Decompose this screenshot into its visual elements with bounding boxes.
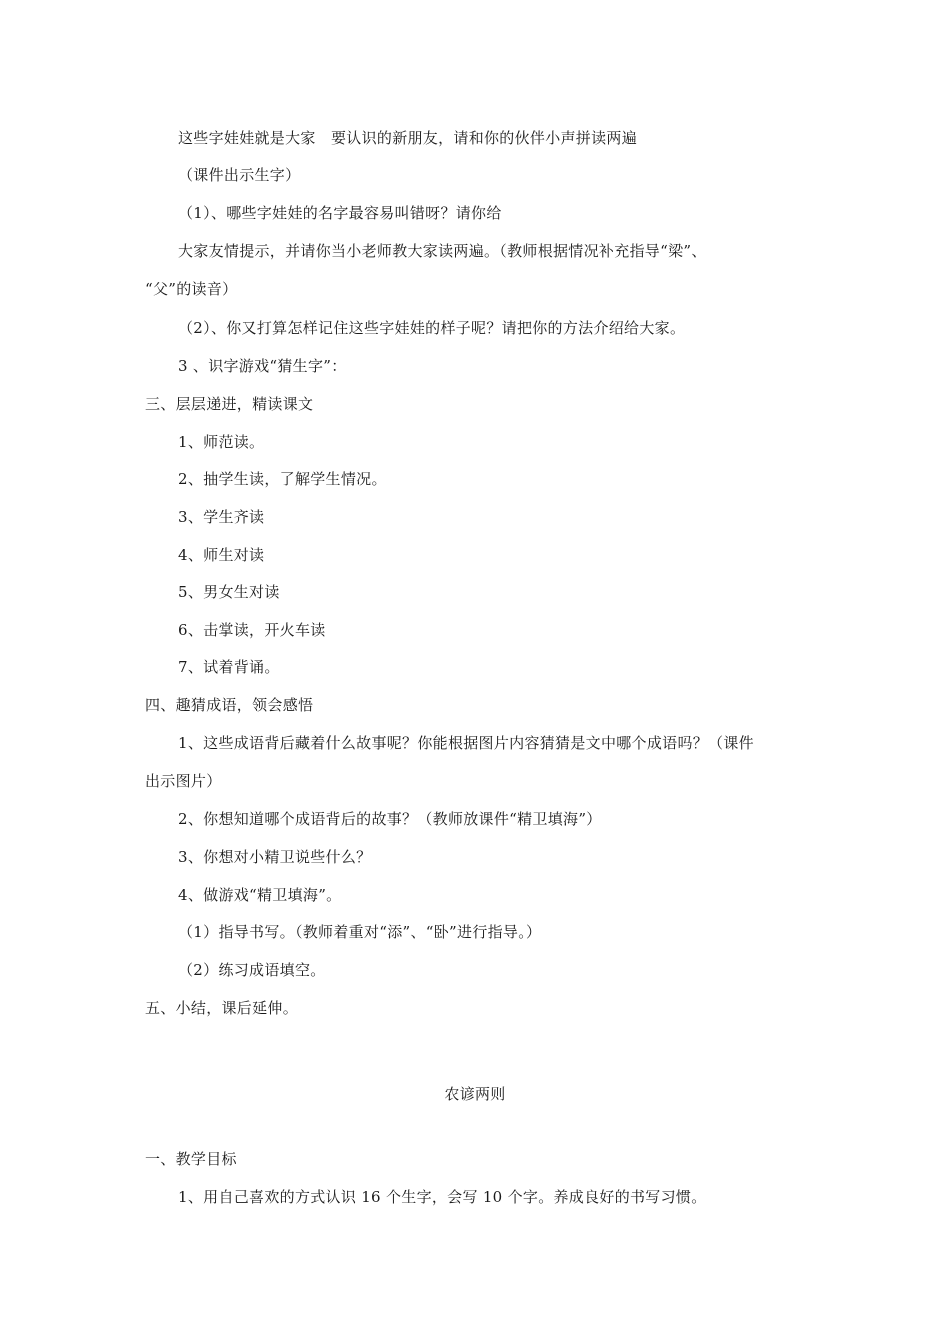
list-item: 7、试着背诵。 (178, 658, 280, 676)
paragraph-line: “父”的读音） (145, 280, 238, 298)
section-heading: 三、层层递进，精读课文 (145, 395, 314, 413)
paragraph-line: 1、用自己喜欢的方式认识 16 个生字，会写 10 个字。养成良好的书写习惯。 (178, 1188, 707, 1206)
paragraph-line: 这些字娃娃就是大家 要认识的新朋友，请和你的伙伴小声拼读两遍 (178, 129, 638, 147)
section-heading: 一、教学目标 (145, 1150, 237, 1168)
list-item: 5、男女生对读 (178, 583, 280, 601)
paragraph-line: （课件出示生字） (178, 166, 301, 184)
paragraph-line: 2、你想知道哪个成语背后的故事？（教师放课件“精卫填海”） (178, 810, 602, 828)
paragraph-line: （2）练习成语填空。 (178, 961, 326, 979)
document-title: 农谚两则 (444, 1085, 506, 1103)
paragraph-line: 4、做游戏“精卫填海”。 (178, 886, 342, 904)
list-item: 4、师生对读 (178, 546, 265, 564)
list-item: 3、学生齐读 (178, 508, 265, 526)
paragraph-line: 1、这些成语背后藏着什么故事呢？你能根据图片内容猜猜是文中哪个成语吗？（课件 (178, 734, 754, 752)
paragraph-line: 出示图片） (145, 772, 222, 790)
list-item: 2、抽学生读，了解学生情况。 (178, 470, 387, 488)
section-heading: 五、小结，课后延伸。 (145, 999, 299, 1017)
list-item: 1、师范读。 (178, 433, 265, 451)
paragraph-line: （1）指导书写。（教师着重对“添”、“卧”进行指导。） (178, 923, 542, 941)
section-heading: 四、趣猜成语，领会感悟 (145, 696, 314, 714)
paragraph-line: 大家友情提示，并请你当小老师教大家读两遍。（教师根据情况补充指导“梁”、 (178, 242, 707, 260)
paragraph-line: 3、你想对小精卫说些什么？ (178, 848, 372, 866)
list-item: 6、击掌读，开火车读 (178, 621, 326, 639)
paragraph-line: （2）、你又打算怎样记住这些字娃娃的样子呢？请把你的方法介绍给大家。 (178, 319, 686, 337)
paragraph-line: （1）、哪些字娃娃的名字最容易叫错呀？请你给 (178, 204, 502, 222)
paragraph-line: 3 、识字游戏“猜生字”： (178, 357, 347, 375)
